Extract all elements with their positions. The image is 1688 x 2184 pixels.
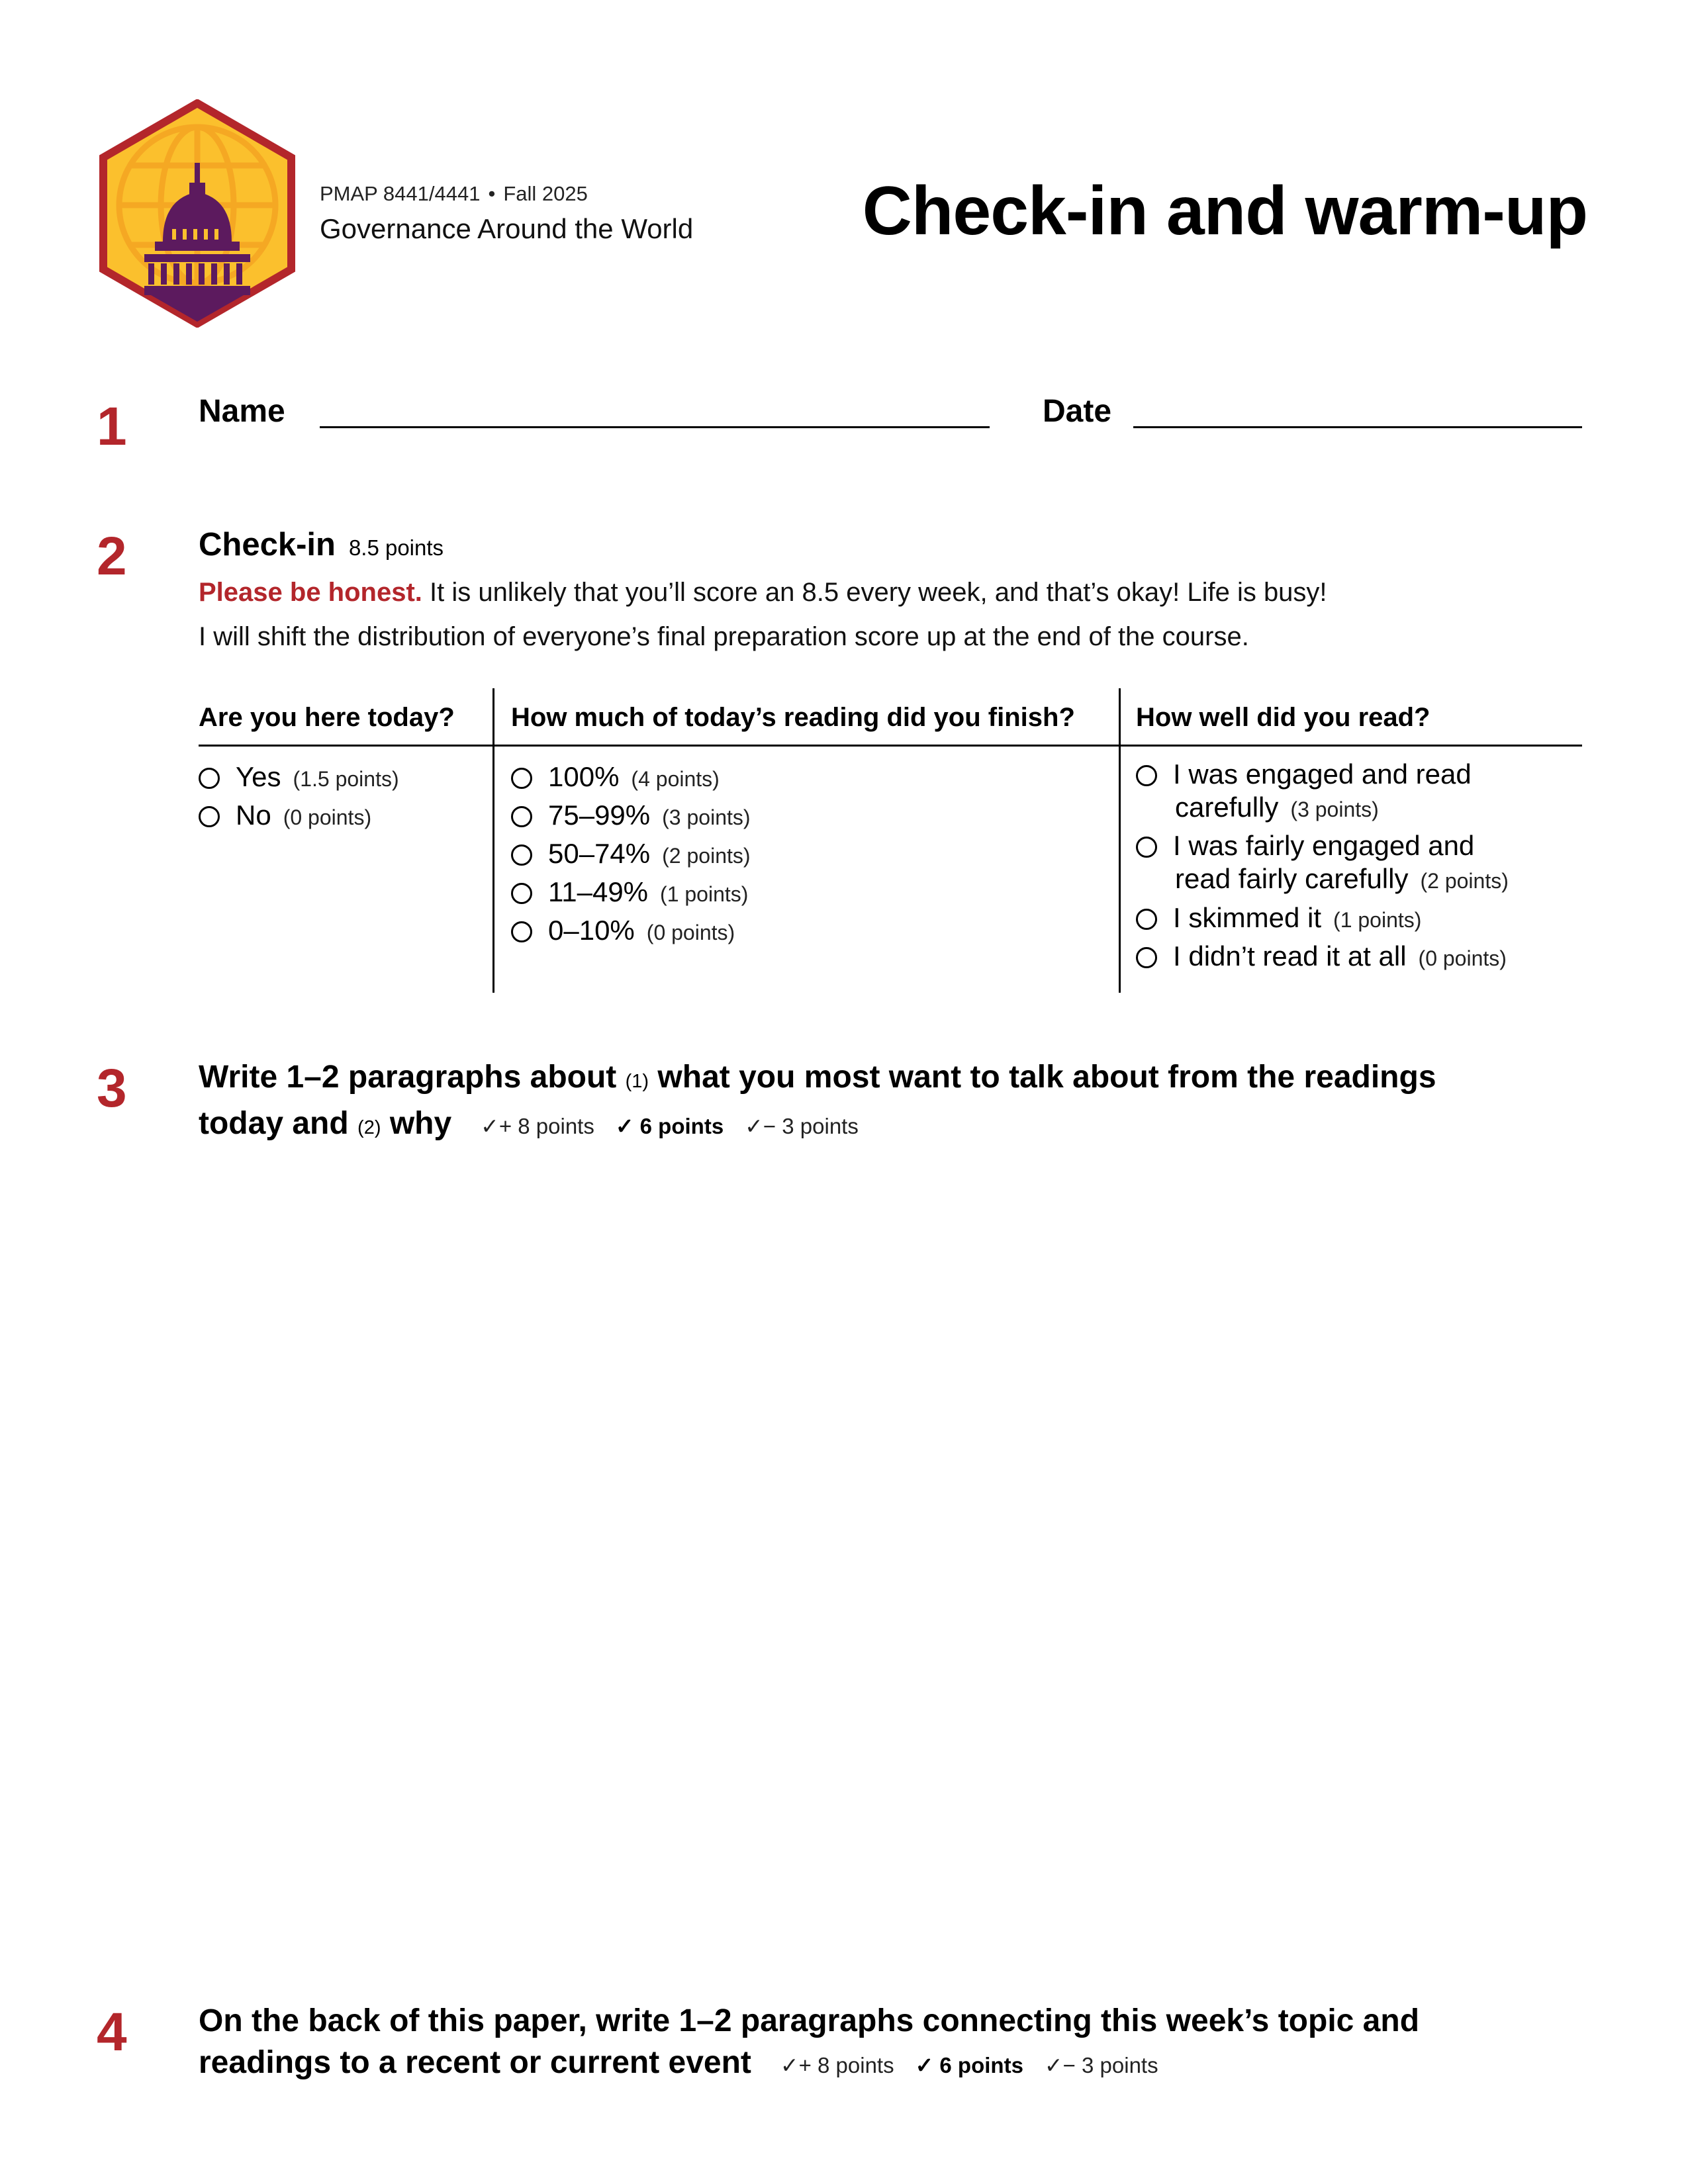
option-label: I didn’t read it at all <box>1173 940 1407 972</box>
column-divider <box>492 688 494 993</box>
radio-circle-icon[interactable] <box>1136 765 1157 786</box>
option-points: (3 points) <box>662 805 751 829</box>
col-header-reading-quality: How well did you read? <box>1136 703 1430 732</box>
option-points: (3 points) <box>1290 797 1379 821</box>
column-divider <box>1119 688 1121 993</box>
course-code: PMAP 8441/4441 <box>320 182 481 205</box>
option-points: (0 points) <box>646 921 735 944</box>
radio-circle-icon[interactable] <box>1136 909 1157 930</box>
score-check-minus: ✓− 3 points <box>745 1114 859 1138</box>
section-number-1: 1 <box>97 396 127 457</box>
checkin-title: Check-in <box>199 527 336 563</box>
radio-circle-icon[interactable] <box>199 768 220 789</box>
page-title: Check-in and warm-up <box>862 173 1587 250</box>
option-points: (4 points) <box>631 767 720 791</box>
radio-circle-icon[interactable] <box>511 806 532 827</box>
score-check: ✓ 6 points <box>915 2053 1023 2077</box>
score-check: ✓ 6 points <box>615 1114 724 1138</box>
option-points: (1 points) <box>1333 908 1422 932</box>
option-label: 75–99% <box>548 799 651 831</box>
name-field[interactable] <box>320 426 990 428</box>
option-points: (2 points) <box>662 844 751 868</box>
col-header-reading-amount: How much of today’s reading did you finish? <box>511 703 1075 732</box>
honest-callout: Please be honest. <box>199 578 422 607</box>
prompt-text: On the back of this paper, write 1–2 paragraphs connecting this week’s topic and <box>199 2003 1420 2038</box>
score-check-plus: ✓+ 8 points <box>481 1114 594 1138</box>
section3-prompt <box>199 1056 1582 1149</box>
section-number-2: 2 <box>97 526 127 586</box>
option-label: 11–49% <box>548 876 649 907</box>
option-attendance-no[interactable] <box>199 796 371 837</box>
option-label: carefully <box>1175 792 1279 823</box>
option-label: No <box>236 799 271 831</box>
course-term: Fall 2025 <box>503 182 588 205</box>
honesty-text: It is unlikely that you’ll score an 8.5 every week, and that’s okay! Life is busy! <box>422 578 1327 607</box>
prompt-number: (2) <box>357 1117 381 1138</box>
date-label: Date <box>1043 394 1112 429</box>
radio-circle-icon[interactable] <box>1136 947 1157 968</box>
section-number-3: 3 <box>97 1058 127 1118</box>
option-reading-11-49[interactable] <box>511 873 748 913</box>
radio-circle-icon[interactable] <box>199 806 220 827</box>
radio-circle-icon[interactable] <box>1136 837 1157 858</box>
prompt-text: why <box>381 1106 452 1141</box>
checkin-table <box>199 688 1582 993</box>
option-points: (0 points) <box>283 805 372 829</box>
option-attendance-yes[interactable] <box>199 758 399 798</box>
honesty-line <box>199 578 1327 608</box>
option-label: Yes <box>236 761 281 792</box>
option-reading-75-99[interactable] <box>511 796 751 837</box>
option-label: 50–74% <box>548 838 651 869</box>
checkin-heading <box>199 526 444 563</box>
radio-circle-icon[interactable] <box>511 768 532 789</box>
option-label: I was fairly engaged and <box>1173 830 1475 861</box>
table-header-rule <box>199 745 1582 747</box>
prompt-text: what you most want to talk about from the readings <box>649 1060 1436 1095</box>
distribution-note: I will shift the distribution of everyone’s final preparation score up at the end of the course. <box>199 622 1249 651</box>
prompt-text: today and <box>199 1106 358 1141</box>
course-info-line <box>320 182 588 206</box>
option-points: (0 points) <box>1418 946 1507 970</box>
prompt-number: (1) <box>625 1071 649 1092</box>
radio-circle-icon[interactable] <box>511 921 532 942</box>
prompt-text: readings to a recent or current event <box>199 2045 751 2080</box>
option-label: 0–10% <box>548 915 635 946</box>
option-label: I skimmed it <box>1173 902 1322 933</box>
separator-dot: • <box>488 182 496 205</box>
col-header-attendance: Are you here today? <box>199 703 455 732</box>
option-quality-skimmed[interactable] <box>1136 899 1421 939</box>
course-name: Governance Around the World <box>320 213 694 244</box>
radio-circle-icon[interactable] <box>511 883 532 904</box>
checkin-points: 8.5 points <box>348 535 444 560</box>
section3-answer-area[interactable] <box>199 1165 1582 1946</box>
name-label: Name <box>199 394 285 429</box>
section-number-4: 4 <box>97 2002 127 2062</box>
score-check-plus: ✓+ 8 points <box>780 2053 894 2077</box>
option-points: (1.5 points) <box>293 767 399 791</box>
option-quality-engaged[interactable] <box>1136 758 1472 826</box>
option-points: (2 points) <box>1420 869 1509 893</box>
course-logo <box>98 99 297 328</box>
option-reading-0-10[interactable] <box>511 911 735 952</box>
option-quality-not-read[interactable] <box>1136 937 1507 978</box>
prompt-text: Write 1–2 paragraphs about <box>199 1060 626 1095</box>
section4-prompt <box>199 2000 1582 2086</box>
radio-circle-icon[interactable] <box>511 844 532 866</box>
option-label: read fairly carefully <box>1175 863 1409 894</box>
option-points: (1 points) <box>660 882 749 906</box>
option-label: 100% <box>548 761 620 792</box>
score-check-minus: ✓− 3 points <box>1044 2053 1158 2077</box>
date-field[interactable] <box>1133 426 1582 428</box>
option-label: I was engaged and read <box>1173 758 1472 790</box>
option-quality-fairly-engaged[interactable] <box>1136 829 1509 897</box>
option-reading-50-74[interactable] <box>511 835 751 875</box>
option-reading-100[interactable] <box>511 758 720 798</box>
